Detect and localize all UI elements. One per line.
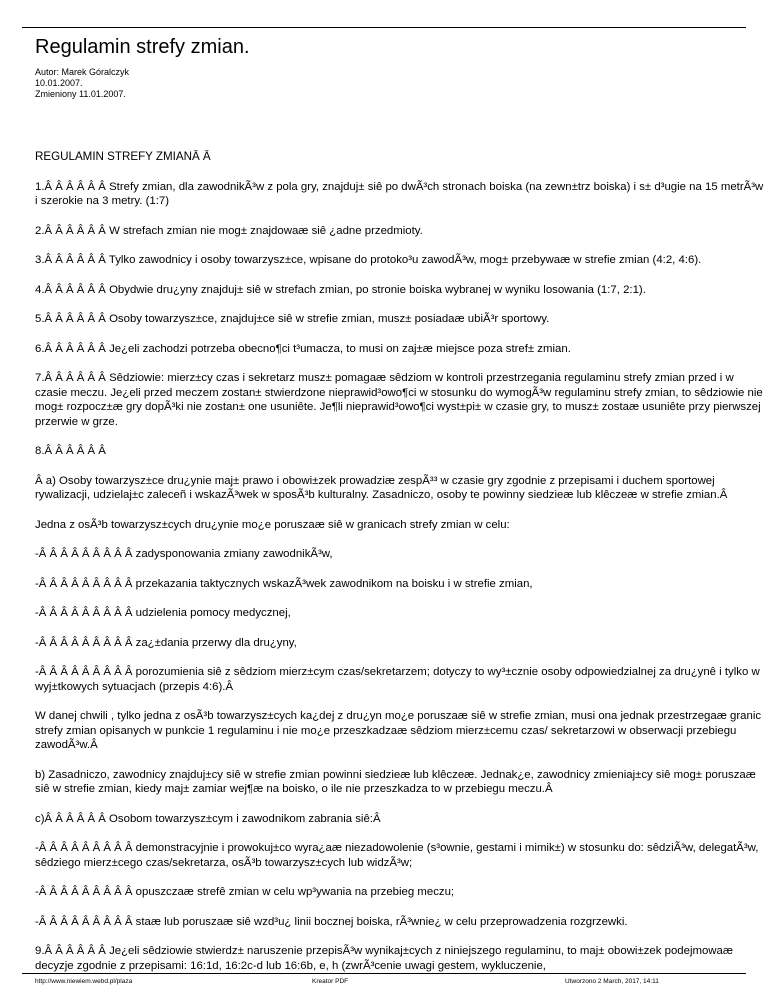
document-body [35, 150, 768, 988]
list-item: -Â Â Â Â Â Â Â Â Â opuszczaæ strefê zmian w celu wp³ywania na przebieg meczu; [35, 886, 455, 898]
list-item: -Â Â Â Â Â Â Â Â Â staæ lub poruszaæ siê wzd³u¿ linii bocznej boiska, rÃ³wnie¿ w celu przeprowadzenia rozgrzewki. [35, 915, 628, 928]
list-item: -Â Â Â Â Â Â Â Â Â udzielenia pomocy medycznej, [35, 607, 291, 619]
paragraph-movement: Jedna z osÃ³b towarzysz±cych dru¿ynie mo¿e poruszaæ siê w granicach strefy zmian w celu: [35, 518, 510, 531]
author-line: Autor: Marek Góralczyk [35, 67, 130, 77]
document-title: Regulamin strefy zmian. [35, 36, 250, 58]
date-line: 10.01.2007. [35, 78, 83, 88]
footer-created: Utworzono 2 March, 2017, 14:11 [565, 978, 659, 985]
paragraph-8b: b) Zasadniczo, zawodnicy znajduj±cy siê w strefie zmian powinni siedzieæ lub klêczeæ. Jednak¿e, zawodnicy zmieniaj±cy siê mog± poruszaæ siê w strefie zmian, kiedy maj± zamiar wej¶æ na boisko, o ile nie przeszkadza to w przebiegu meczu.Â [35, 768, 756, 795]
paragraph-4: 4.Â Â Â Â Â Â Obydwie dru¿yny znajduj± siê w strefach zmian, po stronie boiska wybranej w wyniku losowania (1:7, 2:1). [35, 283, 646, 296]
footer-generator: Kreator PDF [312, 978, 349, 985]
paragraph-9: 9.Â Â Â Â Â Â Je¿eli sêdziowie stwierdz± naruszenie przepisÃ³w wynikaj±cych z niniejszego regulaminu, to maj± obowi±zek podejmowaæ decyzje zgodnie z przepisami: 16:1d, 16:2c-d lub 16:6b, e, h (zwrÃ³cenie uwagi gestem, wykluczenie, [35, 945, 733, 972]
list-item: -Â Â Â Â Â Â Â Â Â zadysponowania zmiany zawodnikÃ³w, [35, 548, 333, 560]
paragraph-3: 3.Â Â Â Â Â Â Tylko zawodnicy i osoby towarzysz±ce, wpisane do protoko³u zawodÃ³w, mog± przebywaæ w strefie zmian (4:2, 4:6). [35, 254, 702, 266]
bottom-divider [22, 973, 746, 974]
modified-line: Zmieniony 11.01.2007. [35, 89, 126, 99]
paragraph-6: 6.Â Â Â Â Â Â Je¿eli zachodzi potrzeba obecno¶ci t³umacza, to musi on zaj±æ miejsce poza stref± zmian. [35, 342, 571, 355]
paragraph-8: 8.Â Â Â Â Â Â [35, 445, 106, 457]
paragraph-5: 5.Â Â Â Â Â Â Osoby towarzysz±ce, znajduj±ce siê w strefie zmian, musz± posiadaæ ubiÃ³r sportowy. [35, 313, 550, 325]
list-item: -Â Â Â Â Â Â Â Â Â przekazania taktycznych wskazÃ³wek zawodnikom na boisku i w strefie zmian, [35, 577, 533, 590]
list-item: -Â Â Â Â Â Â Â Â Â porozumienia siê z sêdziom mierz±cym czas/sekretarzem; dotyczy to wy³±cznie osoby odpowiedzialnej za dru¿ynê i tylko w wyj±tkowych sytuacjach (przepis 4:6).Â [35, 666, 760, 693]
paragraph-one-person: W danej chwili , tylko jedna z osÃ³b towarzysz±cych ka¿dej z dru¿yn mo¿e poruszaæ siê w strefie zmian, musi ona jednak przestrzegaæ granic strefy zmian opisanych w punkcie 1 regulaminu i nie mo¿e przeszkadzaæ sêdziom mierz±cemu czas/ sekretarzowi w obserwacji przebiegu zawodÃ³w.Â [35, 710, 762, 751]
paragraph-1: 1.Â Â Â Â Â Â Strefy zmian, dla zawodnikÃ³w z pola gry, znajduj± siê po dwÃ³ch stronach boiska (na zewn±trz boiska) i s± d³ugie na 15 metrÃ³w i szerokie na 3 metry. (1:7) [35, 180, 764, 207]
list-item: -Â Â Â Â Â Â Â Â Â za¿±dania przerwy dla dru¿yny, [35, 636, 297, 649]
paragraph-7: 7.Â Â Â Â Â Â Sêdziowie: mierz±cy czas i sekretarz musz± pomagaæ sêdziom w kontroli przestrzegania regulaminu strefy zmian przed i w czasie meczu. Je¿eli przed meczem zostan± stwierdzone nieprawid³owo¶ci w stosunku do wymogÃ³w regulaminu strefy zmian, to sêdziowie nie mog± rozpocz±æ gry dopÃ³ki nie zostan± one usuniête. Je¶li nieprawid³owo¶ci wyst±pi± w czasie gry, to musz± zostaæ usuniête przy pierwszej przerwie w grze. [35, 372, 763, 428]
list-item: -Â Â Â Â Â Â Â Â Â demonstracyjnie i prowokuj±co wyra¿aæ niezadowolenie (s³ownie, gestami i mimik±) w stosunku do: sêdziÃ³w, delegatÃ³w, sêdziego mierz±cego czas/sekretarza, osÃ³b towarzysz±cych lub widzÃ³w; [35, 842, 759, 869]
top-divider [22, 27, 746, 28]
document-meta [35, 67, 129, 100]
paragraph-8c: c)Â Â Â Â Â Â Osobom towarzysz±cym i zawodnikom zabrania siê:Â [35, 812, 381, 825]
paragraph-8a: Â a) Osoby towarzysz±ce dru¿ynie maj± prawo i obowi±zek prowadziæ zespÃ³³ w czasie gry zgodnie z przepisami i duchem sportowej rywalizacji, udzielaj±c zaleceñ i wskazÃ³wek w sposÃ³b kulturalny. Zasadniczo, osoby te powinny siedzieæ lub klêczeæ w strefie zmian.Â [35, 474, 728, 501]
section-heading: REGULAMIN STREFY ZMIANÂ Â [35, 150, 211, 163]
paragraph-2: 2.Â Â Â Â Â Â W strefach zmian nie mog± znajdowaæ siê ¿adne przedmioty. [35, 224, 423, 237]
footer-url: http://www.niewiem.webd.pl/plaza [35, 978, 133, 985]
